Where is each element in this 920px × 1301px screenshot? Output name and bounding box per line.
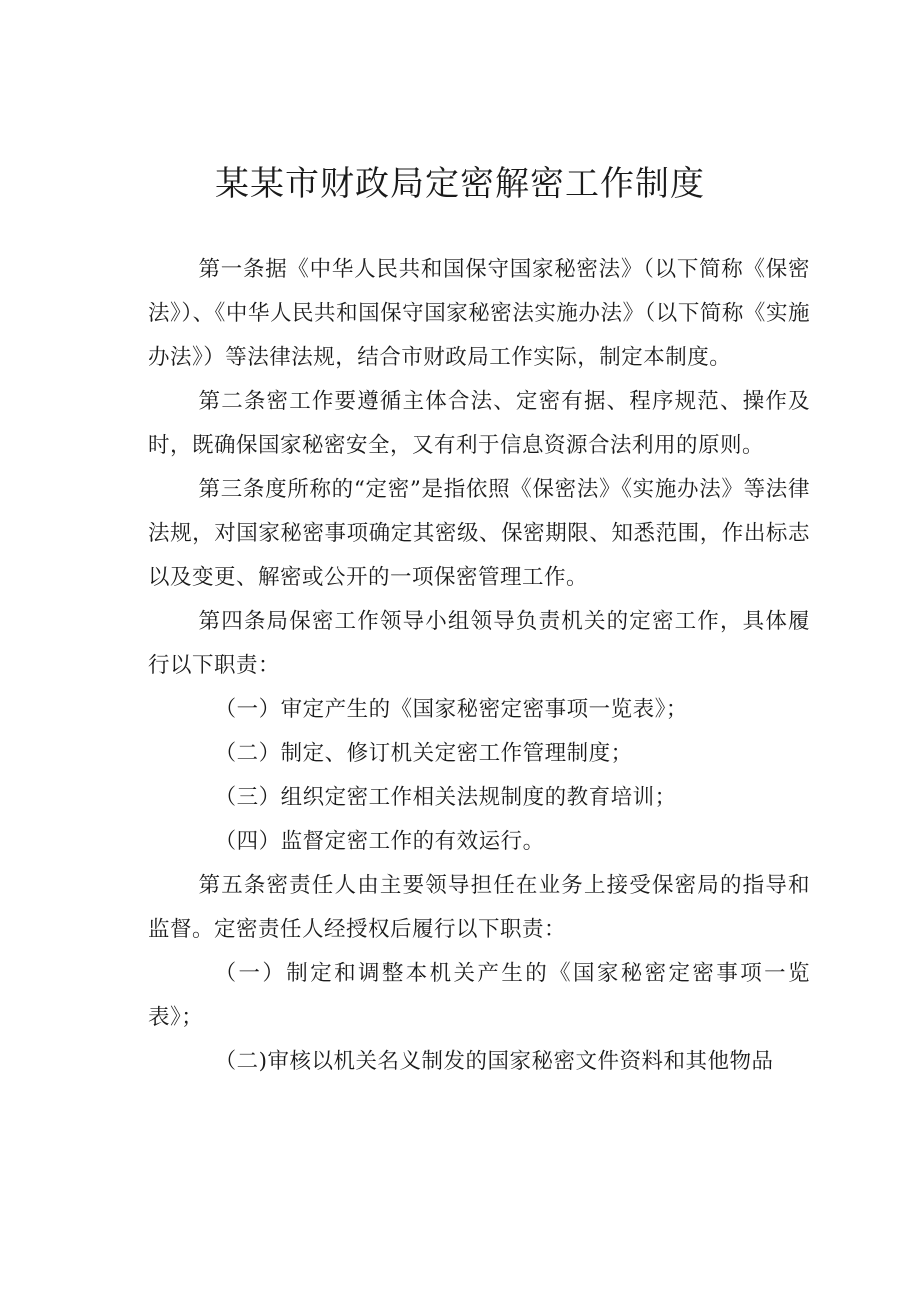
article-2-paragraph: 第二条密工作要遵循主体合法、定密有据、程序规范、操作及时，既确保国家秘密安全，又有利于信息资源合法利用的原则。 <box>148 389 810 458</box>
article-4-item-3: （三）组织定密工作相关法规制度的教育培训； <box>214 785 677 810</box>
article-5-item-2: （二)审核以机关名义制发的国家秘密文件资料和其他物品 <box>214 1049 774 1074</box>
article-5-item-1: （一）制定和调整本机关产生的《国家秘密定密事项一览表》； <box>148 961 810 1030</box>
article-1-paragraph: 第一条据《中华人民共和国保守国家秘密法》（以下简称《保密法》）、《中华人民共和国保守国家秘密法实施办法》（以下简称《实施办法》）等法律法规，结合市财政局工作实际，制定本制度。 <box>148 257 810 370</box>
document-title: 某某市财政局定密解密工作制度 <box>215 164 705 204</box>
article-4-item-2: （二）制定、修订机关定密工作管理制度； <box>214 741 633 766</box>
document-body <box>148 248 810 1084</box>
article-4-item-1: （一）审定产生的《国家秘密定密事项一览表》； <box>214 697 688 722</box>
article-5-paragraph: 第五条密责任人由主要领导担任在业务上接受保密局的指导和监督。定密责任人经授权后履行以下职责： <box>148 873 810 942</box>
article-3-paragraph: 第三条度所称的“定密”是指依照《保密法》《实施办法》等法律法规，对国家秘密事项确定其密级、保密期限、知悉范围，作出标志以及变更、解密或公开的一项保密管理工作。 <box>148 477 810 590</box>
article-4-paragraph: 第四条局保密工作领导小组领导负责机关的定密工作，具体履行以下职责： <box>148 609 810 678</box>
article-4-item-4: （四）监督定密工作的有效运行。 <box>214 829 545 854</box>
